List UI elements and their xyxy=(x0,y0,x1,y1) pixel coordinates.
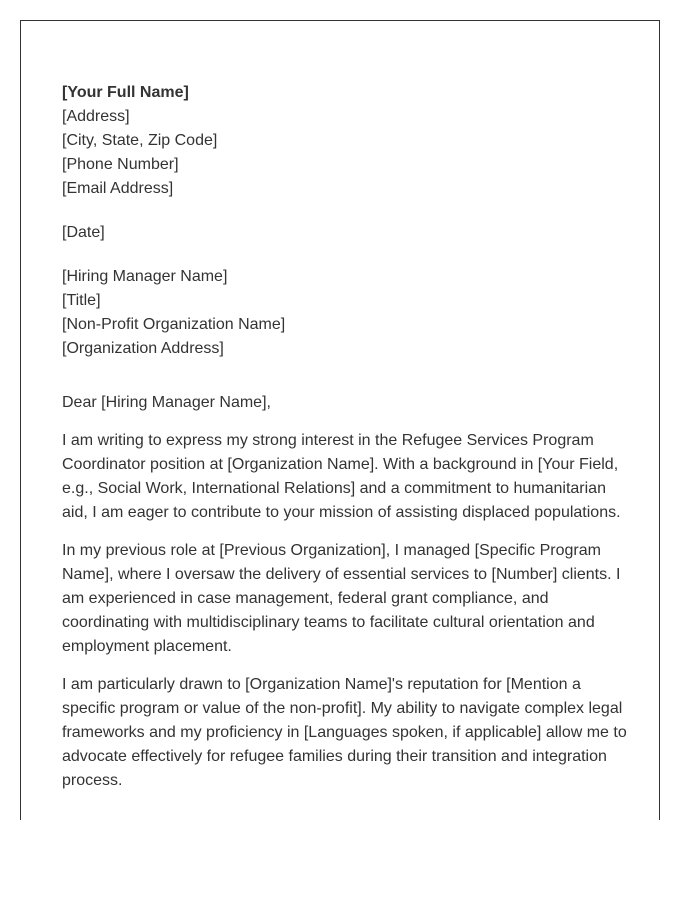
letter-page xyxy=(20,20,660,820)
recipient-name: [Hiring Manager Name] xyxy=(62,268,228,285)
sender-phone: [Phone Number] xyxy=(62,156,179,173)
sender-block xyxy=(62,81,628,201)
sender-email: [Email Address] xyxy=(62,180,174,197)
letter-content xyxy=(62,81,628,793)
recipient-address: [Organization Address] xyxy=(62,340,224,357)
sender-name: [Your Full Name] xyxy=(62,84,189,101)
recipient-block xyxy=(62,265,628,361)
body-paragraph-3: I am particularly drawn to [Organization Name]'s reputation for [Mention a specific program or value of the non-profit]. My ability to navigate complex legal frameworks and my proficiency in [Languages spoken, if applicable] allow me to advocate effectively for refugee families during their transition and integration process. xyxy=(62,676,627,789)
recipient-title: [Title] xyxy=(62,292,101,309)
salutation-block xyxy=(62,391,628,415)
date-block xyxy=(62,221,628,245)
sender-city-state-zip: [City, State, Zip Code] xyxy=(62,132,218,149)
recipient-organization: [Non-Profit Organization Name] xyxy=(62,316,286,333)
body-paragraph-1: I am writing to express my strong interest in the Refugee Services Program Coordinator position at [Organization Name]. With a background in [Your Field, e.g., Social Work, International Relations] and a commitment to humanitarian aid, I am eager to contribute to your mission of assisting displaced populations. xyxy=(62,432,621,521)
salutation: Dear [Hiring Manager Name], xyxy=(62,394,271,411)
letter-date: [Date] xyxy=(62,224,105,241)
body-paragraph-2: In my previous role at [Previous Organization], I managed [Specific Program Name], where I oversaw the delivery of essential services to [Number] clients. I am experienced in case management, federal grant compliance, and coordinating with multidisciplinary teams to facilitate cultural orientation and employment placement. xyxy=(62,542,621,655)
sender-address: [Address] xyxy=(62,108,130,125)
